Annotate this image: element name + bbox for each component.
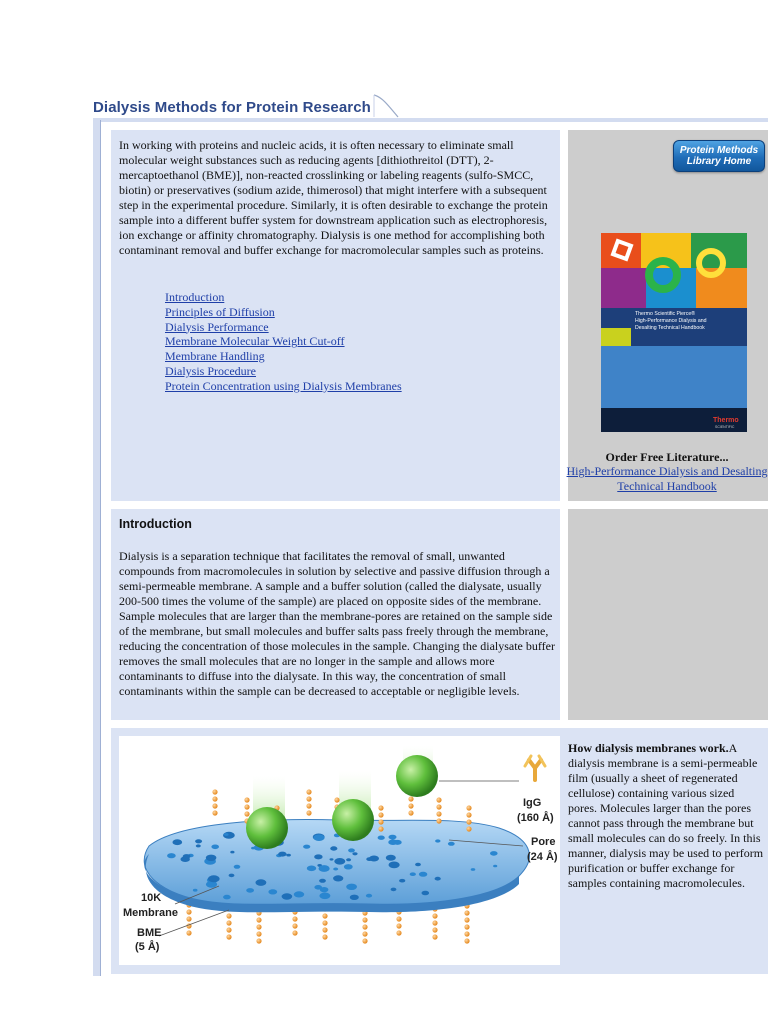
membrane-pore [333, 868, 338, 871]
membrane-pore [391, 888, 397, 892]
membrane-pore [256, 879, 267, 886]
bme-molecule [212, 789, 217, 794]
protein-methods-library-home-button[interactable] [673, 140, 765, 172]
caption-heading: How dialysis membranes work. [568, 741, 729, 755]
bme-molecule [226, 920, 231, 925]
bme-molecule [212, 810, 217, 815]
bme-molecule [244, 804, 249, 809]
membrane-pore [230, 851, 234, 854]
bme-molecule [436, 797, 441, 802]
bme-molecule [362, 924, 367, 929]
bme-molecule [362, 938, 367, 943]
membrane-pore [223, 895, 231, 900]
membrane-pore [208, 875, 220, 882]
membrane-pore [278, 852, 286, 857]
bme-molecule [432, 920, 437, 925]
toc-link[interactable]: Dialysis Procedure [165, 363, 256, 378]
bme-molecule [432, 913, 437, 918]
bme-molecule [466, 826, 471, 831]
membrane-pore [471, 868, 476, 871]
bme-molecule [436, 811, 441, 816]
library-button-line2: Library Home [686, 156, 752, 167]
membrane-pore [435, 839, 440, 842]
membrane-pore [386, 855, 396, 861]
igg-molecule [396, 755, 438, 797]
bme-molecule [464, 910, 469, 915]
membrane-pore [183, 854, 191, 859]
membrane-pore [229, 874, 235, 878]
protein-molecule [332, 799, 374, 841]
bme-molecule [464, 938, 469, 943]
bme-molecule [186, 916, 191, 921]
book-title-line3: Desalting Technical Handbook [635, 325, 705, 331]
bme-molecule [306, 803, 311, 808]
bme-size-label: (5 Å) [135, 941, 160, 953]
membrane-pore [173, 839, 183, 845]
membrane-pore [419, 872, 427, 877]
membrane-pore [251, 847, 255, 850]
toc-item-introduction[interactable] [165, 290, 402, 305]
bme-molecule [256, 938, 261, 943]
membrane-pore [313, 834, 324, 841]
pore-label: Pore [531, 836, 556, 848]
page-title: Dialysis Methods for Protein Research [93, 99, 371, 116]
toc-link[interactable]: Introduction [165, 290, 225, 304]
bme-molecule [378, 819, 383, 824]
membrane-pore [234, 865, 241, 869]
toc-item-dialysis-procedure[interactable] [165, 364, 402, 379]
membrane-pore [346, 884, 357, 890]
intro-paragraph: In working with proteins and nucleic acids, it is often necessary to eliminate small molecular weight substances such as reducing agents [dithiothreitol (DTT), 2-mercaptoethanol (BME)], non-reacted crosslinking or labeling reagents (sulfo-SMCC, biotin) or preservatives (sodium azide, thimerosol) that might interfere with a subsequent step in the experimental procedure. Similarly, it is often desirable to exchange the protein sample into a different buffer system for downstream application such as electrophoresis, ion exchange or affinity chromatography. Dialysis is one method for accomplishing both contaminant removal and buffer exchange for macromolecular samples such as proteins. [119, 138, 548, 257]
table-of-contents [165, 290, 402, 394]
introduction-paragraph: Dialysis is a separation technique that facilitates the removal of small, unwanted compounds from macromolecules in solution by selective and passive diffusion through a semi-permeable membrane. A sample and a buffer solution (called the dialysate, usually 200-500 times the volume of the sample) are placed on opposite sides of the membrane. Sample molecules that are larger than the membrane-pores are retained on the sample side of the membrane, but small molecules and buffer salts pass freely through the membrane, reducing the concentration of those molecules in the sample. Changing the dialysate buffer removes the small molecules that are no longer in the sample and allows more contaminants to diffuse into the dialysate. In this way, the concentration of small contaminants within the sample can be decreased to acceptable or negligible levels. [119, 549, 555, 698]
bme-molecule [466, 819, 471, 824]
book-brand-logo: Thermo [713, 417, 739, 424]
bme-molecule [256, 924, 261, 929]
membrane-pore [415, 863, 421, 867]
membrane-pore [211, 845, 219, 850]
membrane-pore [422, 891, 430, 896]
dialysis-membrane-diagram [119, 736, 560, 965]
bme-molecule [212, 796, 217, 801]
book-brand-sub: SCIENTIFIC [715, 425, 735, 429]
bme-molecule [292, 916, 297, 921]
membrane-pore [352, 852, 357, 855]
toc-item-protein-concentration[interactable] [165, 379, 402, 394]
membrane-pore [167, 853, 176, 858]
handbook-order-link[interactable]: High-Performance Dialysis and Desalting Technical Handbook [566, 464, 768, 493]
bme-molecule [436, 818, 441, 823]
membrane-pore [286, 854, 291, 857]
toc-link[interactable]: Dialysis Performance [165, 319, 269, 334]
membrane-pore [350, 895, 359, 900]
bme-molecule [408, 810, 413, 815]
toc-link[interactable]: Principles of Diffusion [165, 304, 275, 319]
diagram-caption [568, 741, 766, 891]
bme-molecule [306, 810, 311, 815]
bme-molecule [322, 927, 327, 932]
bme-molecule [244, 811, 249, 816]
toc-item-membrane-handling[interactable] [165, 349, 402, 364]
membrane-pore [399, 879, 405, 883]
membrane-pore [334, 858, 345, 865]
order-literature-title: Order Free Literature... [605, 450, 729, 464]
membrane-pore [388, 839, 397, 845]
toc-link[interactable]: Membrane Handling [165, 349, 265, 364]
membrane-pore [330, 858, 334, 860]
bme-molecule [466, 805, 471, 810]
pore-size-label: (24 Å) [527, 851, 558, 863]
igg-size-label: (160 Å) [517, 812, 554, 824]
toc-item-membrane-mwco[interactable] [165, 334, 402, 349]
membrane-pore [490, 851, 498, 856]
membrane-pore [282, 893, 293, 899]
membrane-pore [320, 887, 329, 892]
membrane-pore [435, 877, 441, 881]
bme-molecule [464, 917, 469, 922]
introduction-sidebar-panel [568, 509, 768, 720]
membrane-pore [268, 889, 277, 894]
membrane-pore [348, 848, 355, 852]
bme-molecule [226, 934, 231, 939]
membrane-pore [319, 865, 330, 872]
introduction-heading: Introduction [119, 517, 192, 531]
toc-item-principles-of-diffusion[interactable] [165, 305, 402, 320]
antibody-icon [525, 756, 545, 780]
bme-molecule [378, 805, 383, 810]
bme-molecule [466, 812, 471, 817]
bme-molecule [378, 826, 383, 831]
membrane-pore [448, 842, 455, 846]
toc-link[interactable]: Protein Concentration using Dialysis Membranes [165, 378, 402, 393]
membrane-pore [378, 836, 385, 840]
membrane-pore [314, 854, 322, 859]
bme-molecule [292, 923, 297, 928]
membrane-pore [196, 844, 201, 847]
bme-molecule [226, 927, 231, 932]
membrane-pore [346, 858, 351, 861]
membrane-pore [319, 879, 326, 883]
bme-molecule [362, 917, 367, 922]
membrane-pore [193, 889, 198, 892]
membrane-label-10k: 10K [141, 892, 162, 904]
bme-molecule [186, 930, 191, 935]
bme-molecule [396, 930, 401, 935]
bme-molecule [396, 916, 401, 921]
membrane-pore [366, 894, 372, 898]
bme-molecule [306, 789, 311, 794]
bme-molecule [408, 796, 413, 801]
bme-molecule [334, 797, 339, 802]
membrane-pore [410, 872, 416, 876]
membrane-pore [246, 888, 254, 893]
title-rule [93, 118, 768, 122]
title-tab-decoration [372, 93, 402, 119]
handbook-cover-image[interactable] [601, 233, 747, 432]
bme-molecule [226, 913, 231, 918]
membrane-pore [330, 846, 337, 850]
book-title-line2: High-Performance Dialysis and [635, 318, 707, 324]
bme-molecule [432, 934, 437, 939]
bme-label: BME [137, 927, 162, 939]
bme-molecule [436, 804, 441, 809]
bme-molecule [322, 920, 327, 925]
membrane-label: Membrane [123, 907, 179, 919]
bme-molecule [322, 934, 327, 939]
toc-item-dialysis-performance[interactable] [165, 320, 402, 335]
bme-molecule [306, 796, 311, 801]
diagram-frame [119, 736, 560, 965]
bme-molecule [432, 927, 437, 932]
bme-molecule [244, 797, 249, 802]
bme-molecule [378, 812, 383, 817]
bme-molecule [322, 913, 327, 918]
caption-text: A dialysis membrane is a semi-permeable film (usually a sheet of regenerated cellulose) containing various sized pores. Molecules larger than the pores cannot pass through the membrane but small molecules can do so freely. In this manner, dialysis may be used to perform purification or buffer exchange for samples containing macromolecules. [568, 741, 764, 890]
membrane-pore [333, 875, 343, 881]
membrane-pore [493, 865, 497, 868]
toc-link[interactable]: Membrane Molecular Weight Cut-off [165, 334, 345, 349]
membrane-pore [389, 835, 397, 840]
introduction-panel [111, 509, 560, 720]
bme-molecule [408, 803, 413, 808]
membrane-pore [224, 833, 229, 836]
membrane-pore [369, 856, 379, 862]
membrane-pore [206, 855, 217, 861]
membrane-pore [389, 862, 400, 869]
bme-molecule [396, 923, 401, 928]
membrane-pore [307, 866, 316, 872]
library-button-line1: Protein Methods [679, 145, 759, 156]
membrane-pore [303, 845, 310, 849]
membrane-pore [195, 839, 202, 843]
left-rail [93, 120, 101, 976]
bme-molecule [362, 931, 367, 936]
bme-molecule [292, 930, 297, 935]
membrane-pore [294, 891, 304, 897]
bme-molecule [186, 909, 191, 914]
bme-molecule [256, 917, 261, 922]
bme-molecule [464, 924, 469, 929]
bme-molecule [256, 931, 261, 936]
bme-molecule [212, 803, 217, 808]
membrane-pore [319, 893, 330, 900]
membrane-pore [344, 864, 353, 869]
protein-molecule [246, 807, 288, 849]
igg-label: IgG [523, 797, 542, 809]
bme-molecule [464, 931, 469, 936]
book-title-line1: Thermo Scientific Pierce® [635, 311, 696, 317]
